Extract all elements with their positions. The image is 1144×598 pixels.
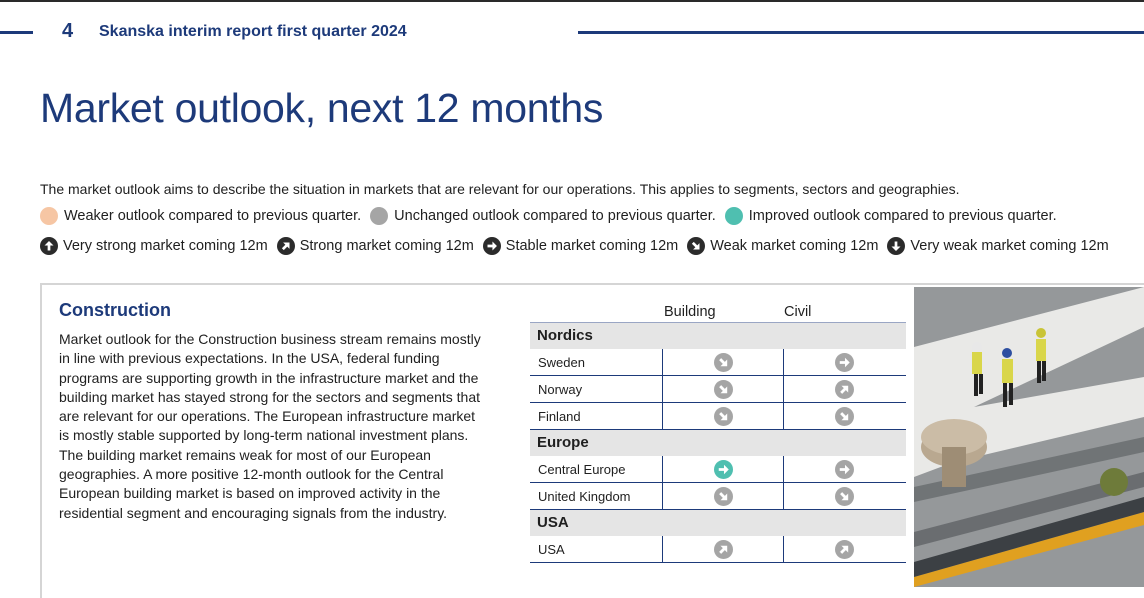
civil-cell <box>784 483 905 509</box>
arrow-right-icon <box>835 353 854 372</box>
column-header-building: Building <box>664 304 716 320</box>
top-border-line <box>0 0 1144 2</box>
arrow-down-right-icon <box>687 237 705 255</box>
arrow-up-right-icon <box>835 380 854 399</box>
table-row <box>530 483 906 510</box>
outlook-table <box>530 322 906 563</box>
header-rule-left <box>0 31 33 34</box>
legend-stable-label: Stable market coming 12m <box>505 238 679 254</box>
civil-cell <box>784 376 905 402</box>
legend-weak <box>687 237 878 255</box>
civil-cell <box>784 403 905 429</box>
table-row <box>530 536 906 563</box>
arrow-up-right-icon <box>714 540 733 559</box>
group-name: USA <box>537 514 569 531</box>
arrow-down-right-icon <box>714 487 733 506</box>
legend-very-strong <box>40 237 268 255</box>
market-name: United Kingdom <box>530 483 663 509</box>
construction-title: Construction <box>59 300 171 320</box>
report-title: Skanska interim report first quarter 2024 <box>99 23 407 40</box>
header-rule-right <box>578 31 1144 34</box>
teal-dot-icon <box>725 207 743 225</box>
arrow-right-icon <box>835 460 854 479</box>
building-cell <box>663 536 784 562</box>
table-row <box>530 349 906 376</box>
intro-text: The market outlook aims to describe the situation in markets that are relevant for our operations. This applies to segments, sectors and geographies. <box>40 181 960 197</box>
column-header-civil: Civil <box>784 304 812 320</box>
group-name: Europe <box>537 434 589 451</box>
legend-strong-label: Strong market coming 12m <box>299 238 474 254</box>
market-name: Finland <box>530 403 663 429</box>
table-row <box>530 403 906 430</box>
legend-unchanged <box>370 207 716 225</box>
group-row <box>530 430 906 456</box>
workers-photo-illustration <box>914 287 1144 587</box>
legend-stable <box>483 237 678 255</box>
civil-cell <box>784 536 905 562</box>
arrow-down-right-icon <box>714 407 733 426</box>
legend-weaker <box>40 207 361 225</box>
legend-very-weak <box>887 237 1108 255</box>
arrow-legend <box>40 237 1118 255</box>
color-legend <box>40 207 1066 225</box>
market-name: Sweden <box>530 349 663 375</box>
group-row <box>530 510 906 536</box>
arrow-down-right-icon <box>714 353 733 372</box>
arrow-down-right-icon <box>835 407 854 426</box>
legend-strong <box>277 237 474 255</box>
building-cell <box>663 483 784 509</box>
arrow-right-icon <box>714 460 733 479</box>
group-row <box>530 323 906 349</box>
page-title: Market outlook, next 12 months <box>40 85 604 131</box>
arrow-up-right-icon <box>835 540 854 559</box>
arrow-up-icon <box>40 237 58 255</box>
building-cell <box>663 456 784 482</box>
building-cell <box>663 376 784 402</box>
legend-unchanged-label: Unchanged outlook compared to previous quarter. <box>394 208 716 224</box>
arrow-right-icon <box>483 237 501 255</box>
gray-dot-icon <box>370 207 388 225</box>
peach-dot-icon <box>40 207 58 225</box>
arrow-down-right-icon <box>714 380 733 399</box>
market-name: Central Europe <box>530 456 663 482</box>
civil-cell <box>784 349 905 375</box>
table-row <box>530 376 906 403</box>
construction-body: Market outlook for the Construction business stream remains mostly in line with previous expectations. In the USA, federal funding programs are supporting growth in the infrastructure market and the building market has stayed strong for the sectors and segments that are relevant for our operations. The European infrastructure market is mostly stable supported by long-term national investment plans. The building market remains weak for most of our European geographies. A more positive 12-month outlook for the Central European building market is based on improved activity in the residential segment and encouraging signals from the industry. <box>59 331 481 521</box>
arrow-down-icon <box>887 237 905 255</box>
legend-weaker-label: Weaker outlook compared to previous quarter. <box>64 208 362 224</box>
building-cell <box>663 349 784 375</box>
arrow-up-right-icon <box>277 237 295 255</box>
construction-site-photo <box>914 287 1144 587</box>
arrow-down-right-icon <box>835 487 854 506</box>
legend-very-weak-label: Very weak market coming 12m <box>910 238 1109 254</box>
legend-very-strong-label: Very strong market coming 12m <box>63 238 268 254</box>
market-name: USA <box>530 536 663 562</box>
group-name: Nordics <box>537 327 593 344</box>
page-number: 4 <box>62 20 74 42</box>
legend-improved-label: Improved outlook compared to previous quarter. <box>748 208 1057 224</box>
market-name: Norway <box>530 376 663 402</box>
civil-cell <box>784 456 905 482</box>
legend-weak-label: Weak market coming 12m <box>710 238 879 254</box>
legend-improved <box>725 207 1057 225</box>
table-row <box>530 456 906 483</box>
building-cell <box>663 403 784 429</box>
